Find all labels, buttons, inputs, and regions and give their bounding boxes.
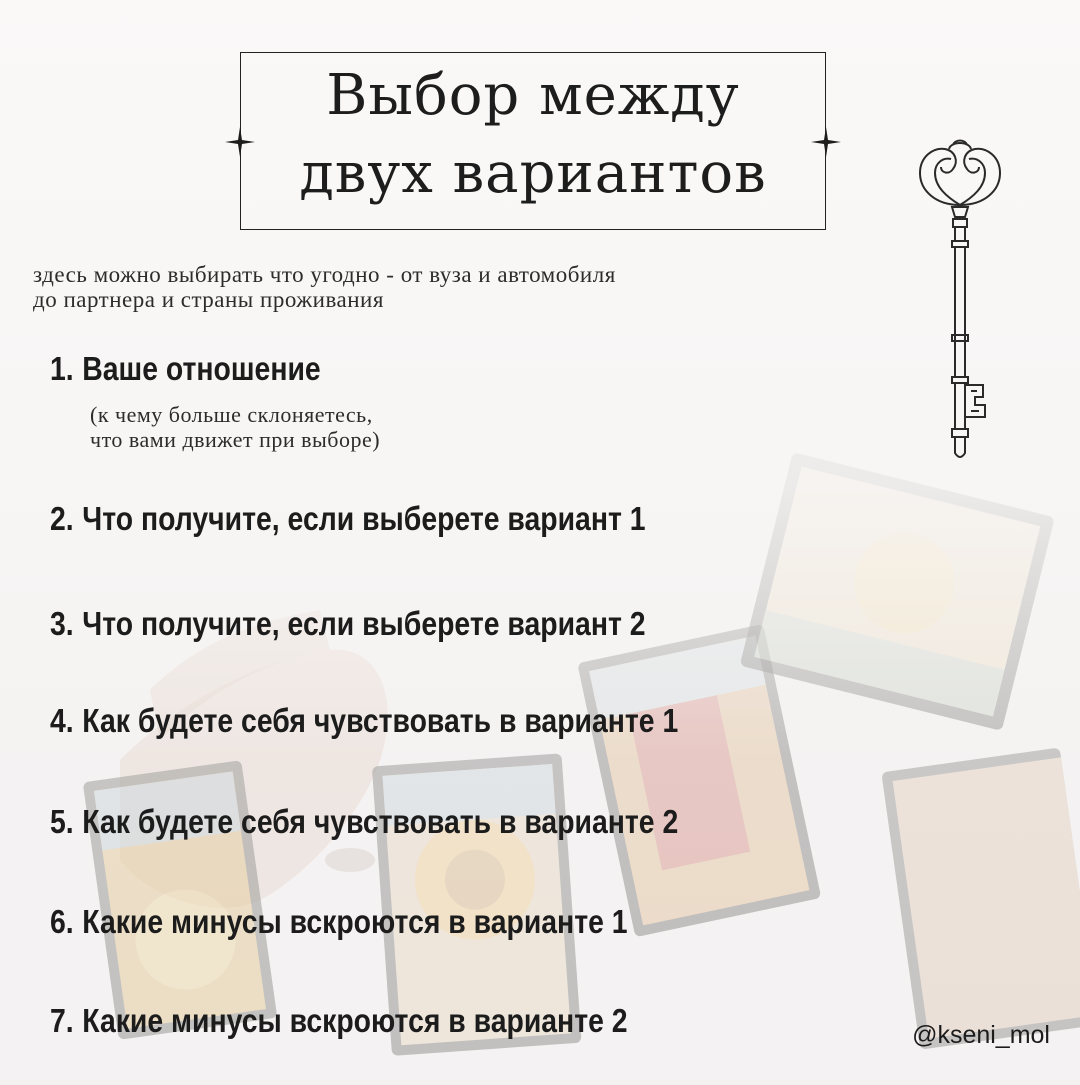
subtitle-line-1: здесь можно выбирать что угодно - от вуза и автомобиля (33, 262, 616, 287)
note-line-2: что вами движет при выборе) (90, 427, 381, 452)
author-handle: @kseni_mol (912, 1021, 1050, 1049)
item-text: Что получите, если выберете вариант 2 (82, 605, 646, 642)
item-note (90, 402, 380, 452)
item-text: Какие минусы вскроются в варианте 1 (82, 903, 628, 940)
item-text: Ваше отношение (82, 350, 321, 387)
subtitle (33, 262, 913, 312)
item-number: 6. (50, 903, 74, 940)
item-number: 3. (50, 605, 74, 642)
subtitle-line-2: до партнера и страны проживания (33, 287, 384, 312)
item-number: 4. (50, 702, 74, 739)
item-text: Какие минусы вскроются в варианте 2 (82, 1002, 628, 1039)
list-item (50, 702, 678, 740)
item-text: Как будете себя чувствовать в варианте 2 (82, 803, 679, 840)
title-frame (240, 52, 826, 230)
title-line-2: двух вариантов (299, 141, 767, 206)
list-item (50, 1002, 628, 1040)
vintage-key-icon (905, 135, 1015, 475)
page-title (241, 57, 825, 213)
list-item (50, 903, 628, 941)
list-item (50, 350, 321, 388)
item-number: 2. (50, 500, 74, 537)
item-text: Что получите, если выберете вариант 1 (82, 500, 646, 537)
list-item (50, 803, 678, 841)
item-number: 7. (50, 1002, 74, 1039)
title-line-1: Выбор между (326, 63, 740, 128)
item-text: Как будете себя чувствовать в варианте 1 (82, 702, 679, 739)
item-number: 1. (50, 350, 74, 387)
list-item (50, 605, 646, 643)
list-item (50, 500, 646, 538)
item-number: 5. (50, 803, 74, 840)
note-line-1: (к чему больше склоняетесь, (90, 402, 373, 427)
